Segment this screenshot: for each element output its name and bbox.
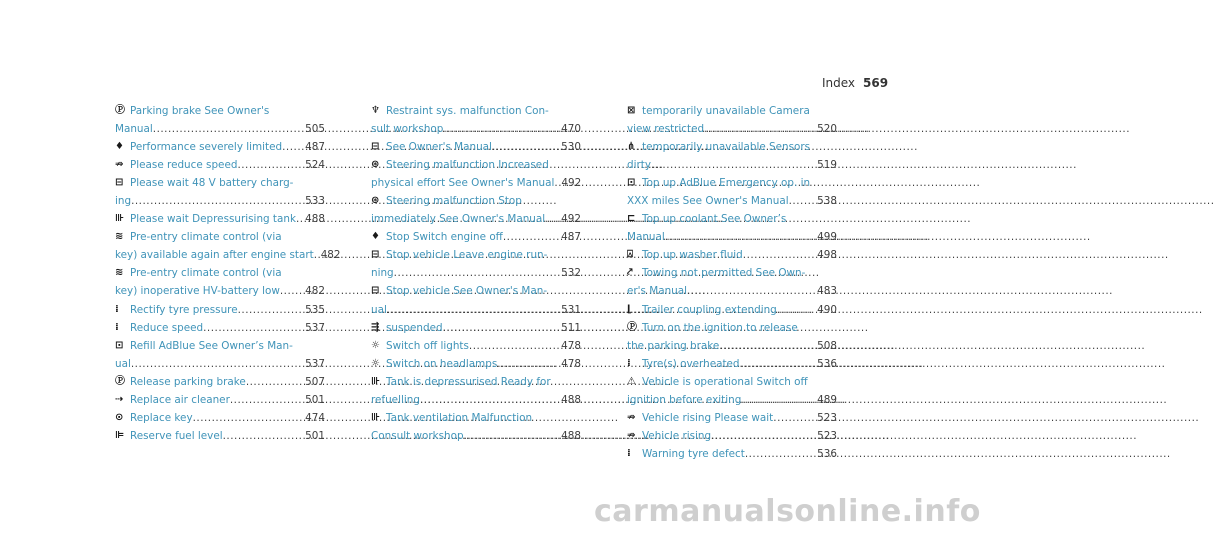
owners-manual-icon: ⊟ [371, 141, 380, 153]
index-entry [627, 409, 837, 427]
index-entry-text[interactable]: Refill AdBlue See Owner’s Man- [130, 339, 293, 352]
index-entry-text[interactable]: refuelling [371, 393, 420, 406]
leader-dots [237, 156, 302, 174]
index-entry-line [115, 409, 325, 427]
page-reference[interactable]: 482 [320, 249, 341, 262]
index-entry [115, 138, 325, 156]
index-column-1 [115, 102, 341, 445]
index-entry-line [115, 192, 325, 210]
leader-dots [153, 120, 302, 138]
index-entry-text[interactable]: Reduce speed [130, 321, 204, 334]
page-reference[interactable]: 492 [561, 213, 581, 226]
tank-icon: ⊪ [371, 375, 381, 387]
index-entry [627, 355, 837, 373]
index-entry-text[interactable]: ning [371, 267, 394, 280]
tyre-pressure-icon: ⁞ [627, 447, 631, 459]
index-entry-line [115, 264, 325, 282]
leader-dots [282, 138, 302, 156]
index-entry [371, 319, 581, 337]
index-entry-text[interactable]: er's Manual [627, 285, 687, 298]
index-entry-line [627, 264, 837, 282]
leader-dots [131, 192, 302, 210]
index-entry-line [371, 391, 581, 409]
steering-icon: ⊛ [371, 159, 380, 171]
index-entry-line [115, 228, 325, 246]
parking-brake-icon: Ⓟ [115, 105, 125, 116]
leader-dots [741, 391, 814, 409]
leader-dots [719, 337, 814, 355]
index-entry-line [371, 210, 581, 228]
index-entry [371, 138, 581, 156]
index-entry-line [627, 102, 837, 120]
index-entry-text[interactable]: Steering malfunction Stop [386, 195, 522, 208]
engine-icon: ♦ [371, 231, 380, 243]
page-reference[interactable]: 487 [561, 231, 581, 244]
index-entry [371, 337, 581, 355]
leader-dots [773, 409, 814, 427]
index-entry-text[interactable]: Warning tyre defect [642, 447, 745, 460]
tyre-pressure-icon: ⁞ [627, 357, 631, 369]
leader-dots [280, 282, 302, 300]
index-entry-text[interactable]: temporarily unavailable Camera [642, 105, 810, 117]
index-entry-text[interactable]: the parking brake [627, 339, 720, 352]
index-entry-text[interactable]: Stop vehicle See Owner's Man- [386, 285, 548, 298]
index-entry-line [371, 319, 581, 337]
index-entry-line [115, 282, 325, 300]
index-entry-line [627, 282, 837, 300]
index-entry-text[interactable]: Vehicle rising Please wait [642, 411, 774, 424]
index-entry-text[interactable]: Stop Switch engine off [386, 231, 503, 244]
page-reference[interactable]: 488 [561, 393, 581, 406]
index-entry [371, 156, 581, 192]
page-reference[interactable]: 536 [817, 447, 837, 460]
index-entry-line [115, 174, 325, 192]
page-reference[interactable]: 482 [305, 285, 325, 298]
index-entry-text[interactable]: Steering malfunction Increased [386, 159, 549, 172]
page-reference[interactable]: 478 [561, 357, 581, 370]
index-entry-line [627, 210, 837, 228]
leader-dots [230, 391, 302, 409]
index-entry-text[interactable]: Replace key [130, 411, 193, 424]
page-reference[interactable]: 538 [817, 195, 837, 208]
battery-icon: ⊟ [115, 177, 124, 189]
index-entry-text[interactable]: Tank ventilation Malfunction [386, 411, 533, 424]
coolant-icon: ⊏ [627, 213, 636, 225]
page-reference[interactable]: 483 [817, 285, 837, 298]
index-entry-line [115, 301, 325, 319]
leader-dots [443, 319, 559, 337]
index-entry-line [371, 120, 581, 138]
index-entry-line [115, 120, 325, 138]
leader-dots [469, 337, 558, 355]
speed-icon: ⇏ [115, 159, 124, 171]
index-entry-line [627, 409, 837, 427]
page-reference[interactable]: 501 [305, 393, 325, 406]
parking-brake-icon: Ⓟ [627, 321, 637, 333]
index-entry-text[interactable]: Manual [627, 231, 665, 244]
index-entry-line [627, 246, 837, 264]
page-number: 569 [863, 76, 889, 90]
index-entry-text[interactable]: Top up coolant See Owner’s [642, 213, 787, 226]
index-entry-text[interactable]: ual [371, 303, 387, 316]
index-entry [371, 373, 581, 409]
leader-dots [651, 156, 814, 174]
index-entry-line [627, 138, 837, 156]
trailer-icon: ⌊ [627, 303, 632, 315]
leader-dots [394, 264, 559, 282]
page-reference[interactable]: 532 [561, 267, 581, 280]
index-entry-text[interactable]: sult workshop [371, 123, 444, 136]
index-entry [371, 192, 581, 228]
index-entry [627, 373, 837, 409]
leader-dots [497, 355, 558, 373]
vehicle-icon: ⊟ [371, 285, 380, 297]
index-entry-text[interactable]: Tyre(s) overheated [642, 357, 740, 370]
index-entry-text[interactable]: ing [115, 195, 132, 208]
index-entry-line [371, 301, 581, 319]
tank-icon: ⊪ [371, 411, 381, 423]
index-entry-text[interactable]: Release parking brake [130, 375, 246, 388]
index-entry [115, 301, 325, 319]
index-entry [115, 174, 325, 210]
index-entry-line [371, 228, 581, 246]
index-entry-line [371, 174, 581, 192]
leader-dots [545, 210, 558, 228]
index-entry [115, 156, 325, 174]
leader-dots [131, 355, 302, 373]
camera-icon: ⊠ [627, 105, 636, 116]
index-entry-text[interactable]: Top up AdBlue Emergency op. in [642, 177, 811, 190]
index-entry [627, 102, 837, 138]
page-header [822, 76, 888, 90]
index-entry-line [115, 391, 325, 409]
index-entry-text[interactable]: Turn on the ignition to release [642, 321, 798, 334]
index-entry-text[interactable]: key) inoperative HV-battery low [115, 285, 280, 298]
index-entry-text[interactable]: XXX miles See Owner's Manual [627, 195, 789, 208]
index-entry-text[interactable]: physical effort See Owner's Manual [371, 177, 555, 190]
index-entry-line [371, 102, 581, 120]
page-reference[interactable]: 507 [305, 375, 325, 388]
index-entry [115, 337, 325, 373]
index-entry-line [627, 192, 837, 210]
index-entry [627, 445, 837, 463]
index-entry [115, 228, 341, 264]
tyre-pressure-icon: ⁞ [115, 303, 119, 315]
index-entry [115, 319, 325, 337]
leader-dots [193, 409, 303, 427]
leader-dots [464, 427, 559, 445]
index-entry-text[interactable]: Trailer coupling extending [642, 303, 777, 316]
page-reference[interactable]: 520 [817, 123, 837, 136]
index-entry-text[interactable]: Towing not permitted See Own- [642, 267, 806, 280]
leader-dots [687, 282, 814, 300]
index-entry-line [627, 156, 837, 174]
index-entry [115, 409, 325, 427]
index-entry-line [371, 337, 581, 355]
index-entry-line [115, 156, 325, 174]
index-entry-text[interactable]: Reserve fuel level [130, 429, 223, 442]
index-entry-text[interactable]: dirty [627, 159, 651, 172]
steering-icon: ⊛ [371, 195, 380, 207]
adblue-icon: ⊡ [627, 177, 636, 189]
index-entry [371, 228, 581, 246]
index-entry-line [627, 120, 837, 138]
header-title: Index [822, 76, 856, 90]
page-reference[interactable]: 533 [305, 195, 325, 208]
index-entry-line [627, 301, 837, 319]
leader-dots [665, 228, 814, 246]
suspension-icon: ⇶ [371, 321, 380, 333]
page-reference[interactable]: 523 [817, 429, 837, 442]
page-reference[interactable]: 508 [817, 339, 837, 352]
vehicle-rising-icon: ⇏ [627, 429, 636, 441]
leader-dots [443, 120, 558, 138]
index-column-2 [371, 102, 581, 445]
page-reference[interactable]: 478 [561, 339, 581, 352]
index-entry-text[interactable]: See Owner's Manual [386, 141, 492, 154]
index-entry-text[interactable]: Manual [115, 123, 153, 136]
key-icon: ⊙ [115, 411, 124, 423]
index-entry [627, 138, 837, 174]
index-entry [627, 210, 837, 246]
index-entry-line [115, 373, 325, 391]
index-entry-line [371, 192, 581, 210]
page-reference[interactable]: 488 [561, 429, 581, 442]
leader-dots [238, 301, 303, 319]
index-entry-line [627, 391, 837, 409]
tank-icon: ⊪ [115, 213, 125, 225]
fuel-icon: ⊫ [115, 429, 125, 441]
index-entry-text[interactable]: suspended [386, 321, 443, 334]
index-entry-line [371, 409, 581, 427]
leader-dots [203, 319, 302, 337]
performance-icon: ♦ [115, 141, 124, 153]
towing-icon: ⤤ [627, 267, 633, 279]
index-entry-line [115, 337, 325, 355]
index-entry-text[interactable]: temporarily unavailable Sensors [642, 141, 811, 154]
index-entry-line [627, 355, 837, 373]
page-reference[interactable]: 492 [561, 177, 582, 190]
index-entry-text[interactable]: Pre-entry climate control (via [130, 231, 282, 244]
page-reference[interactable]: 488 [305, 213, 325, 226]
page-reference[interactable]: 470 [561, 123, 581, 136]
index-entry-text[interactable]: immediately See Owner's Manual [371, 213, 546, 226]
index-entry-text[interactable]: Stop vehicle Leave engine run- [386, 249, 548, 262]
page-reference[interactable]: 523 [817, 411, 837, 424]
index-entry [371, 282, 581, 318]
index-entry [627, 427, 837, 445]
index-entry-line [115, 102, 325, 120]
index-entry [115, 102, 325, 138]
index-entry-line [627, 445, 837, 463]
page-reference[interactable]: 498 [817, 249, 837, 262]
index-entry-text[interactable]: Consult workshop [371, 429, 464, 442]
index-entry-line [627, 337, 837, 355]
index-entry-text[interactable]: Vehicle rising [642, 429, 712, 442]
index-entry-text[interactable]: ual [115, 357, 131, 370]
index-entry-line [627, 427, 837, 445]
index-entry-text[interactable]: Rectify tyre pressure [130, 303, 238, 316]
leader-dots [745, 445, 814, 463]
climate-icon: ≋ [115, 267, 124, 279]
index-entry-line [371, 282, 581, 300]
vehicle-rising-icon: ⇏ [627, 411, 636, 423]
index-entry-text[interactable]: Switch on headlamps [386, 357, 498, 370]
tyre-pressure-icon: ⁞ [115, 321, 119, 333]
index-entry [371, 102, 581, 138]
index-entry [115, 210, 325, 228]
index-entry-text[interactable]: Parking brake See Owner's [130, 105, 270, 117]
index-entry [115, 373, 325, 391]
page-reference[interactable]: 536 [817, 357, 837, 370]
parking-brake-icon: Ⓟ [115, 375, 125, 387]
leader-dots [387, 301, 558, 319]
leader-dots [223, 427, 303, 445]
index-entry-text[interactable]: Vehicle is operational Switch off [642, 375, 808, 388]
index-entry-line [115, 210, 325, 228]
index-column-3 [627, 102, 837, 463]
page-reference[interactable]: 524 [305, 159, 325, 172]
page-reference[interactable]: 530 [561, 141, 581, 154]
index-entry [627, 264, 837, 300]
page-reference[interactable]: 501 [305, 429, 325, 442]
leader-dots [743, 246, 814, 264]
index-entry-line [627, 319, 837, 337]
air-cleaner-icon: ⇢ [115, 393, 124, 405]
index-entry-line [371, 246, 581, 264]
page-reference[interactable]: 487 [305, 141, 325, 154]
index-entry-text[interactable]: key) available again after engine start [115, 249, 314, 262]
page-reference[interactable]: 531 [561, 303, 581, 316]
leader-dots [777, 301, 814, 319]
index-entry-line [115, 138, 325, 156]
index-entry-text[interactable]: Restraint sys. malfunction Con- [386, 105, 549, 117]
index-entry-text[interactable]: Pre-entry climate control (via [130, 267, 282, 280]
leader-dots [704, 120, 814, 138]
index-entry [115, 427, 325, 445]
index-entry-line [115, 355, 325, 373]
page-reference[interactable]: 505 [305, 123, 325, 136]
leader-dots [492, 138, 558, 156]
index-entry-text[interactable]: Please wait Depressurising tank [130, 213, 296, 226]
index-entry-line [371, 355, 581, 373]
restraint-icon: ♆ [371, 105, 380, 116]
index-entry-line [627, 373, 837, 391]
page-reference[interactable]: 519 [817, 159, 837, 172]
watermark: carmanualsonline.info [594, 494, 981, 529]
warning-icon: ⚠ [627, 375, 636, 387]
index-entry-text[interactable]: Top up washer fluid [642, 249, 743, 262]
index-entry-line [371, 427, 581, 445]
index-entry-line [371, 264, 581, 282]
vehicle-icon: ⊟ [371, 249, 380, 261]
index-entry [627, 319, 837, 355]
index-entry-text[interactable]: Please reduce speed [130, 159, 238, 172]
index-entry [627, 246, 837, 264]
index-entry [371, 355, 581, 373]
index-entry-text[interactable]: Performance severely limited [130, 141, 283, 154]
page-reference[interactable]: 490 [817, 303, 837, 316]
page-reference[interactable]: 537 [305, 321, 325, 334]
page-reference[interactable]: 537 [305, 357, 325, 370]
index-entry-line [627, 228, 837, 246]
index-entry-text[interactable]: Switch off lights [386, 339, 469, 352]
index-entry [627, 301, 837, 319]
index-entry-line [115, 427, 325, 445]
index-entry-line [627, 174, 837, 192]
index-entry [627, 174, 837, 210]
leader-dots [503, 228, 558, 246]
index-entry-text[interactable]: Replace air cleaner [130, 393, 230, 406]
index-entry-line [371, 138, 581, 156]
index-entry-text[interactable]: Tank is depressurised Ready for [386, 375, 551, 388]
index-entry-text[interactable]: ignition before exiting [627, 393, 742, 406]
lights-icon: ☼ [371, 357, 380, 369]
adblue-icon: ⊡ [115, 339, 124, 351]
index-entry-line [115, 246, 341, 264]
climate-icon: ≋ [115, 231, 124, 243]
page-reference[interactable]: 489 [817, 393, 837, 406]
index-entry-line [371, 156, 581, 174]
index-entry [371, 246, 581, 282]
page-reference[interactable]: 535 [305, 303, 325, 316]
page-reference[interactable]: 499 [817, 231, 837, 244]
washer-icon: ⍓ [627, 249, 633, 261]
leader-dots [740, 355, 815, 373]
page-reference[interactable]: 511 [561, 321, 581, 334]
leader-dots [711, 427, 814, 445]
leader-dots [246, 373, 302, 391]
index-entry-text[interactable]: Please wait 48 V battery charg- [130, 177, 294, 190]
lights-icon: ☼ [371, 339, 380, 351]
page-reference[interactable]: 474 [305, 411, 325, 424]
leader-dots [420, 391, 558, 409]
sensors-icon: ⋔ [627, 141, 636, 153]
index-entry [115, 264, 325, 300]
index-entry-text[interactable]: view restricted [627, 123, 705, 136]
index-entry [115, 391, 325, 409]
leader-dots [789, 192, 815, 210]
index-entry [371, 409, 581, 445]
index-entry-line [371, 373, 581, 391]
index-entry-line [115, 319, 325, 337]
